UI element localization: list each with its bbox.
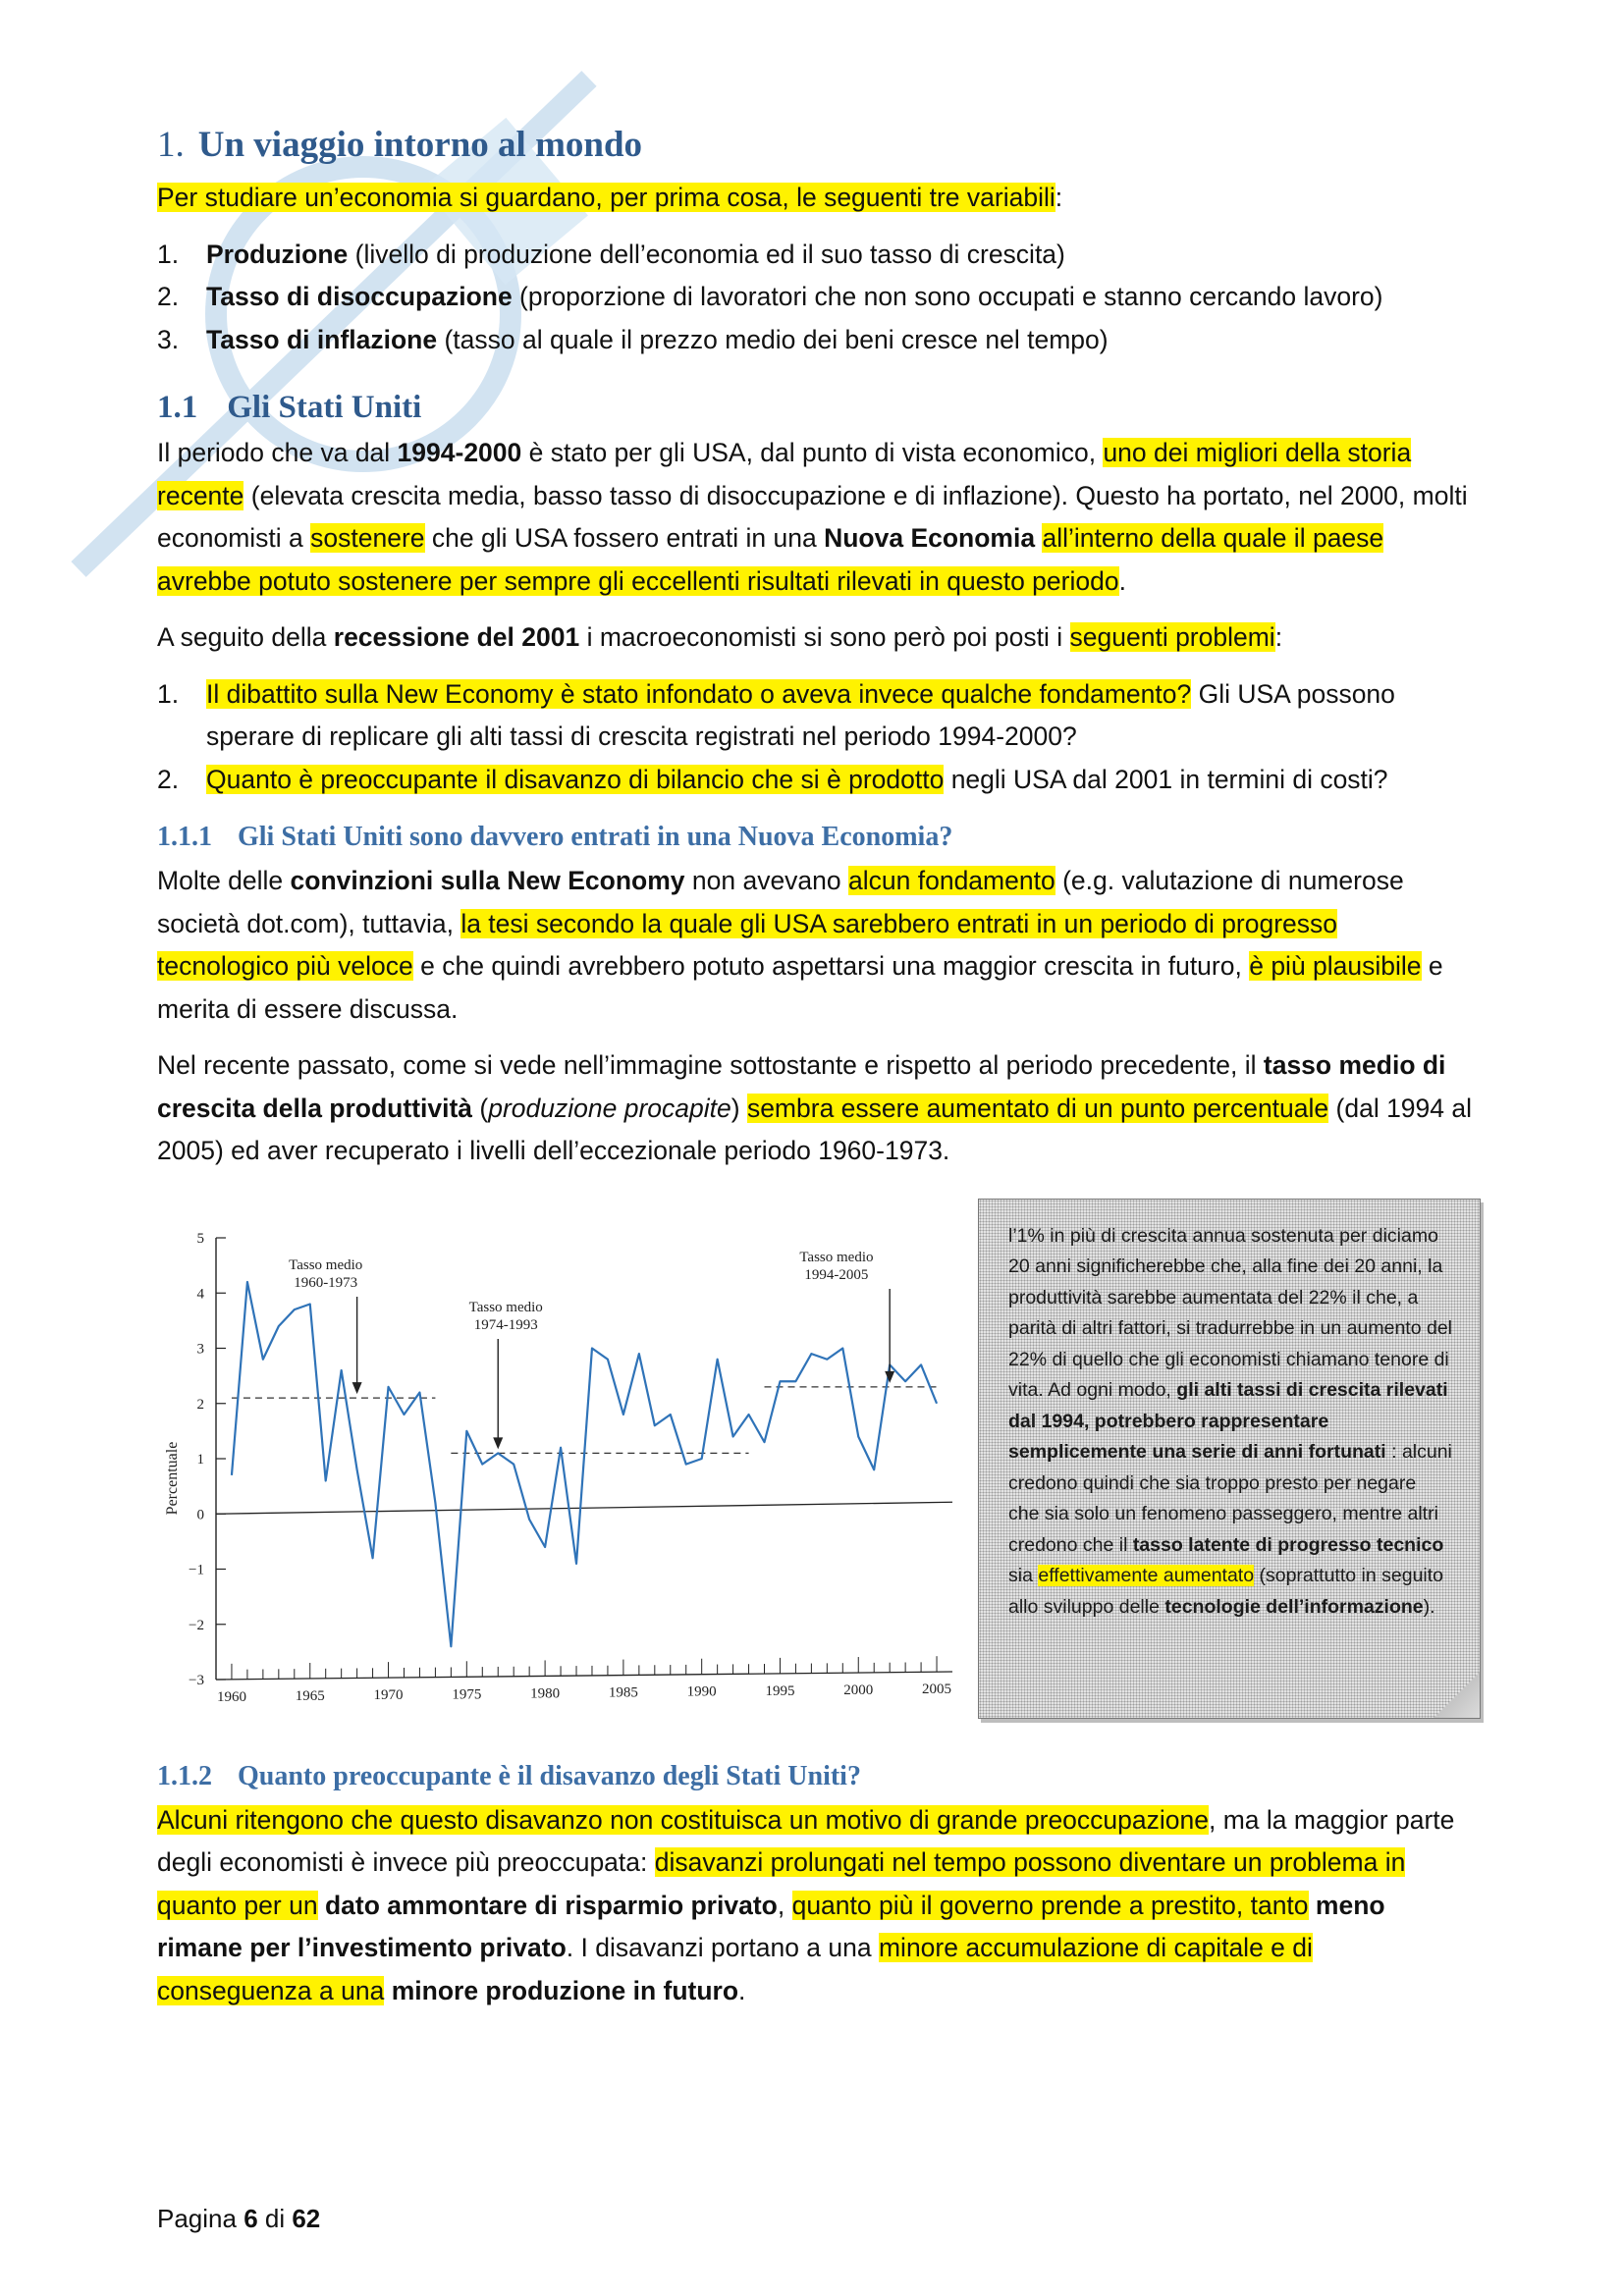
figure-row — [157, 1199, 1473, 1740]
y-tick-label: −3 — [189, 1672, 204, 1688]
side-note-box: l’1% in più di crescita annua sostenuta per diciamo 20 anni significherebbe che, alla fine dei 20 anni, la produttività sarebbe aumentata del 22% il che, a parità di altri fattori, si tradurrebbe in un aumento del 22% di quello che gli economisti chiamano tenore di vita. Ad ogni modo, gli alti tassi di crescita rilevati dal 1994, potrebbero rappresentare semplicemente una serie di anni fortunati : alcuni credono quindi che sia troppo presto per negare che sia solo un fenomeno passeggero, mentre altri credono che il tasso latente di progresso tecnico sia effettivamente aumentato (soprattutto in seguito allo sviluppo delle tecnologie dell’informazione). — [978, 1199, 1481, 1719]
annotation-label: Tasso medio — [468, 1299, 543, 1315]
list-item: 1. Il dibattito sulla New Economy è stato infondato o aveva invece qualche fondamento? Gli USA possono sperare di replicare gli alti tassi di crescita registrati nel periodo 1994-2000? — [157, 678, 1395, 751]
y-axis-label: Percentuale — [164, 1441, 181, 1515]
y-tick-label: −1 — [189, 1562, 204, 1577]
x-tick-label: 1980 — [530, 1684, 561, 1701]
annotation-label: 1960-1973 — [294, 1274, 358, 1291]
x-tick-label: 1995 — [765, 1682, 795, 1699]
intro-paragraph: Per studiare un’economia si guardano, per prima cosa, le seguenti tre variabili: — [157, 183, 1063, 212]
annotation-arrowhead — [493, 1437, 503, 1449]
page-curl-decoration — [1434, 1673, 1480, 1718]
x-tick-label: 1985 — [608, 1684, 638, 1701]
zero-line — [216, 1502, 952, 1514]
x-tick-label: 1990 — [686, 1683, 717, 1700]
paragraph-recession: A seguito della recessione del 2001 i macroeconomisti si sono però poi posti i seguenti problemi: — [157, 622, 1283, 652]
y-tick-label: 0 — [196, 1506, 204, 1522]
y-tick-label: 4 — [196, 1285, 204, 1302]
y-tick-label: 3 — [196, 1341, 204, 1357]
paragraph-usa-period: Il periodo che va dal 1994-2000 è stato per gli USA, dal punto di vista economico, uno dei migliori della storia recente (elevata crescita media, basso tasso di disoccupazione e di inflazione). Questo ha portato, nel 2000, molti economisti a sostenere che gli USA fossero entrati in una Nuova Economia all’interno della quale il paese avrebbe potuto sostenere per sempre gli eccellenti risultati rilevati in questo periodo. — [157, 438, 1468, 596]
section-heading-1-1-1: 1.1.1 Gli Stati Uniti sono davvero entrati in una Nuova Economia? — [157, 822, 953, 852]
x-tick-label: 1975 — [452, 1685, 482, 1702]
list-item: 3. Tasso di inflazione (tasso al quale il prezzo medio dei beni cresce nel tempo) — [157, 324, 1109, 354]
problems-list — [157, 673, 1473, 802]
annotation-label: 1974-1993 — [473, 1316, 538, 1333]
variables-list — [157, 234, 1473, 362]
series-line — [232, 1282, 937, 1646]
chapter-heading: 1. Un viaggio intorno al mondo — [157, 125, 643, 165]
y-tick-label: 5 — [196, 1230, 204, 1247]
y-tick-label: −2 — [189, 1617, 204, 1633]
paragraph-new-economy: Molte delle convinzioni sulla New Economy non avevano alcun fondamento (e.g. valutazione di numerose società dot.com), tuttavia, la tesi secondo la quale gli USA sarebbero entrati in un periodo di progresso tecnologico più veloce e che quindi avrebbero potuto aspettarsi una maggior crescita in futuro, è più plausibile e merita di essere discussa. — [157, 866, 1443, 1024]
annotation-label: Tasso medio — [289, 1256, 363, 1273]
x-axis — [216, 1672, 952, 1680]
list-item: 2. Tasso di disoccupazione (proporzione di lavoratori che non sono occupati e stanno cercando lavoro) — [157, 282, 1383, 311]
annotation-label: 1994-2005 — [804, 1266, 869, 1283]
y-tick-label: 2 — [196, 1396, 204, 1413]
x-tick-label: 1960 — [216, 1688, 246, 1705]
productivity-chart — [157, 1218, 962, 1729]
section-heading-1-1: 1.1 Gli Stati Uniti — [157, 390, 422, 425]
main-content — [157, 118, 1473, 2012]
annotation-arrowhead — [352, 1382, 362, 1394]
page-footer: Pagina 6 di 62 — [157, 2204, 321, 2233]
section-heading-1-1-2: 1.1.2 Quanto preoccupante è il disavanzo degli Stati Uniti? — [157, 1760, 861, 1791]
paragraph-productivity: Nel recente passato, come si vede nell’immagine sottostante e rispetto al periodo precedente, il tasso medio di crescita della produttività (produzione procapite) sembra essere aumentato di un punto percentuale (dal 1994 al 2005) ed aver recuperato i livelli dell’eccezionale periodo 1960-1973. — [157, 1050, 1473, 1165]
paragraph-deficit: Alcuni ritengono che questo disavanzo non costituisca un motivo di grande preoccupazione, ma la maggior parte degli economisti è invece più preoccupata: disavanzi prolungati nel tempo possono diventare un problema in quanto per un dato ammontare di risparmio privato, quanto più il governo prende a prestito, tanto meno rimane per l’investimento privato. I disavanzi portano a una minore accumulazione di capitale e di conseguenza a una minore produzione in futuro. — [157, 1804, 1455, 2005]
x-tick-label: 1970 — [373, 1686, 404, 1703]
list-item: 2. Quanto è preoccupante il disavanzo di bilancio che si è prodotto negli USA dal 2001 in termini di costi? — [157, 764, 1388, 794]
x-tick-label: 2005 — [922, 1681, 952, 1697]
x-tick-label: 2000 — [843, 1682, 874, 1698]
list-item: 1. Produzione (livello di produzione dell’economia ed il suo tasso di crescita) — [157, 239, 1065, 269]
y-tick-label: 1 — [196, 1451, 204, 1468]
x-tick-label: 1965 — [295, 1687, 325, 1704]
annotation-label: Tasso medio — [799, 1249, 874, 1265]
